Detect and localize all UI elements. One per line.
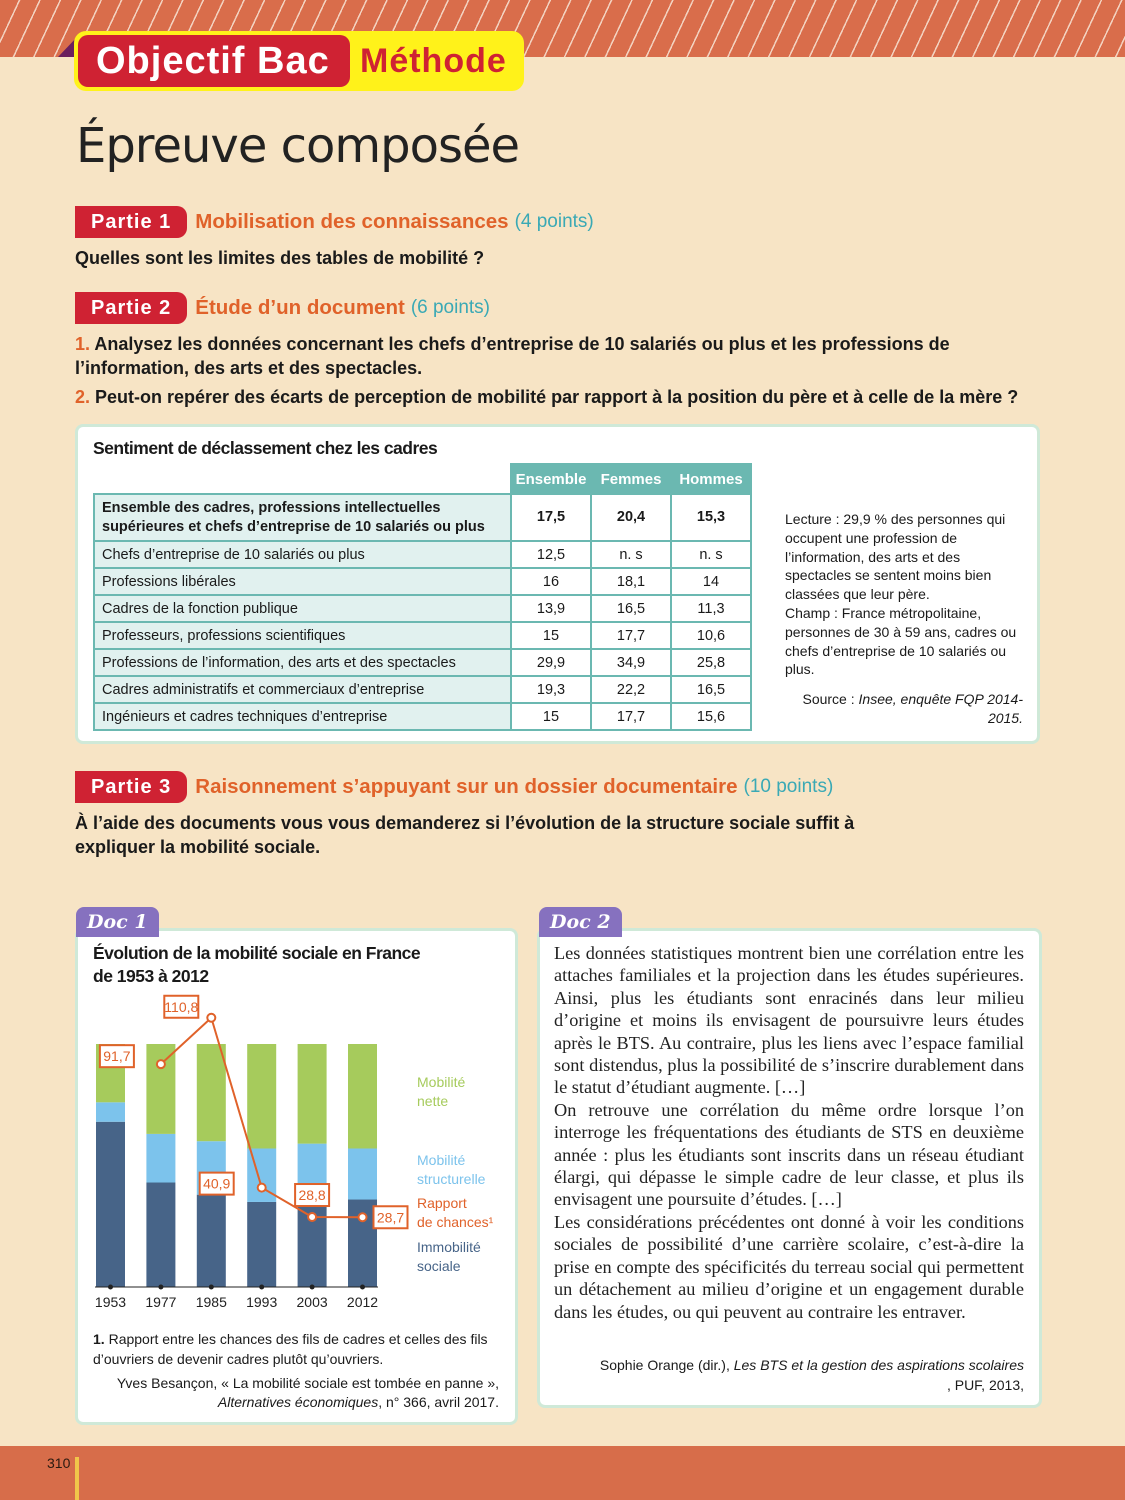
row-label: Ingénieurs et cadres techniques d’entreprise bbox=[94, 703, 511, 730]
partie-title: Raisonnement s’appuyant sur un dossier documentaire bbox=[195, 775, 738, 798]
line-data-label bbox=[100, 1045, 134, 1067]
bar-segment-mobilit-nette bbox=[298, 1044, 327, 1144]
table-source bbox=[785, 690, 1023, 727]
line-data-label bbox=[374, 1206, 408, 1228]
cite-author: Sophie Orange (dir.), bbox=[599, 1357, 734, 1373]
chart-footnote bbox=[93, 1330, 503, 1369]
line-data-label bbox=[295, 1184, 329, 1206]
paragraph: Les données statistiques montrent bien une corrélation entre les attaches familiales et la projection dans les études supérieures. Ainsi, plus les étudiants sont enracinés dans leur milieu d’origine et moins ils envisagent de poursuivre leurs études après le BTS. Au contraire, plus les liens avec l’espace familial sont distendus, plus la possibilité de s’inscrire durablement dans le statut d’étudiant augmente. […] bbox=[554, 943, 1024, 1098]
x-tick-label: 1993 bbox=[246, 1294, 278, 1310]
doc-2-text bbox=[554, 942, 1024, 1323]
cell-value: 19,3 bbox=[511, 676, 591, 703]
bar-segment-mobilit-nette bbox=[247, 1044, 276, 1148]
partie-points: (4 points) bbox=[514, 211, 594, 232]
bar-segment-immobilit-sociale bbox=[247, 1202, 276, 1287]
mobility-chart bbox=[80, 990, 510, 1320]
partie-title: Étude d’un document bbox=[195, 296, 405, 319]
cell-value: 17,7 bbox=[591, 622, 671, 649]
partie-3-heading bbox=[75, 771, 833, 803]
section-label: Méthode bbox=[360, 42, 507, 80]
paragraph: On retrouve une corrélation du même ordre lorsque l’on interroge les fréquentations des étudiants de STS en deuxième année : plus les étudiants sont inscrits dans un réseau étudiant élargi, qui dépasse le simple cadre de leur classe, et plus ils envisagent une poursuite d’études. […] bbox=[554, 1099, 1024, 1210]
row-label: Professeurs, professions scientifiques bbox=[94, 622, 511, 649]
bar-segment-immobilit-sociale bbox=[96, 1122, 125, 1287]
line-point bbox=[359, 1213, 367, 1221]
cite-author: Yves Besançon, « La mobilité sociale est tombée en panne », bbox=[116, 1375, 499, 1391]
partie-tag: Partie 1 bbox=[75, 206, 187, 238]
doc-2-citation bbox=[554, 1356, 1024, 1395]
label-value: 40,9 bbox=[203, 1175, 231, 1192]
table-row bbox=[94, 676, 751, 703]
table-row bbox=[94, 703, 751, 730]
partie-1-heading bbox=[75, 206, 594, 238]
legend-line: sociale bbox=[417, 1258, 461, 1274]
table-row bbox=[94, 595, 751, 622]
column-header: Hommes bbox=[671, 464, 751, 494]
column-header: Femmes bbox=[591, 464, 671, 494]
partie-title: Mobilisation des connaissances bbox=[195, 210, 509, 233]
partie-1-question: Quelles sont les limites des tables de mobilité ? bbox=[75, 248, 485, 268]
row-label: Cadres administratifs et commerciaux d’entreprise bbox=[94, 676, 511, 703]
partie-points: (10 points) bbox=[743, 776, 834, 797]
label-value: 110,8 bbox=[164, 998, 199, 1015]
badge-label: Objectif Bac bbox=[78, 35, 350, 87]
cell-value: 17,7 bbox=[591, 703, 671, 730]
x-tick-label: 2003 bbox=[296, 1294, 328, 1310]
cell-value: 16 bbox=[511, 568, 591, 595]
row-label: Cadres de la fonction publique bbox=[94, 595, 511, 622]
bar-segment-mobilit-nette bbox=[146, 1044, 175, 1134]
paragraph: Les considérations précédentes ont donné à voir les conditions sociales de possibilité d’une carrière scolaire, c’est-à-dire la prise en compte des spécificités du terreau social qui permettent un détachement au milieu d’origine et un engagement durable dans les études, ou qui peuvent au contraire les entraver. bbox=[554, 1211, 1024, 1322]
source-text: Insee, enquête FQP 2014-2015. bbox=[858, 691, 1023, 726]
footnote-number: 1. bbox=[93, 1331, 105, 1347]
legend-line: Rapport bbox=[417, 1195, 467, 1211]
label-value: 91,7 bbox=[103, 1048, 131, 1065]
bar-segment-mobilit-structurelle bbox=[146, 1134, 175, 1183]
legend-line: Immobilité bbox=[417, 1239, 481, 1255]
table-row bbox=[94, 649, 751, 676]
column-header: Ensemble bbox=[511, 464, 591, 494]
legend-line: Mobilité bbox=[417, 1152, 466, 1168]
row-label: Chefs d’entreprise de 10 salariés ou plus bbox=[94, 541, 511, 568]
data-table bbox=[93, 463, 752, 731]
bar-segment-mobilit-structurelle bbox=[348, 1148, 377, 1199]
x-tick-label: 1953 bbox=[94, 1294, 127, 1310]
doc-1-title bbox=[93, 942, 420, 988]
footer-band bbox=[0, 1446, 1125, 1500]
partie-2-question-1 bbox=[75, 332, 1035, 380]
partie-2-heading bbox=[75, 292, 490, 324]
cell-value: 34,9 bbox=[591, 649, 671, 676]
line-point bbox=[308, 1213, 316, 1221]
question-text: Peut-on repérer des écarts de perception de mobilité par rapport à la position du père et à celle de la mère ? bbox=[95, 387, 1019, 407]
cell-value: 15,6 bbox=[671, 703, 751, 730]
x-tick-label: 1985 bbox=[195, 1294, 227, 1310]
line-point bbox=[157, 1060, 165, 1068]
cell-value: n. s bbox=[671, 541, 751, 568]
bar-segment-immobilit-sociale bbox=[146, 1183, 175, 1287]
cell-value: 25,8 bbox=[671, 649, 751, 676]
partie-tag: Partie 3 bbox=[75, 771, 187, 803]
bar-segment-mobilit-nette bbox=[348, 1044, 377, 1148]
bar-segment-mobilit-nette bbox=[197, 1044, 226, 1141]
cell-value: 14 bbox=[671, 568, 751, 595]
cell-value: 15,3 bbox=[671, 494, 751, 541]
partie-3-question: À l’aide des documents vous vous demanderez si l’évolution de la structure sociale suffit à expliquer la mobilité sociale. bbox=[75, 813, 855, 857]
table-title: Sentiment de déclassement chez les cadres bbox=[93, 438, 438, 458]
footnote-text: Rapport entre les chances des fils de cadres et celles des fils d’ouvriers de devenir cadres plutôt qu’ouvriers. bbox=[93, 1331, 488, 1367]
cell-value: 16,5 bbox=[591, 595, 671, 622]
legend-line: de chances¹ bbox=[417, 1214, 494, 1230]
legend-item bbox=[417, 1195, 494, 1230]
legend-item bbox=[417, 1152, 486, 1187]
cite-journal: Alternatives économiques bbox=[217, 1394, 379, 1410]
cell-value: 18,1 bbox=[591, 568, 671, 595]
cell-value: 13,9 bbox=[511, 595, 591, 622]
partie-2-question-2 bbox=[75, 385, 1035, 409]
question-text: Analysez les données concernant les chefs d’entreprise de 10 salariés ou plus et les professions de l’information, des arts et des spectacles. bbox=[75, 334, 950, 378]
x-tick-label: 2012 bbox=[346, 1294, 379, 1310]
cell-value: 20,4 bbox=[591, 494, 671, 541]
legend-item bbox=[417, 1239, 481, 1274]
table-row bbox=[94, 568, 751, 595]
partie-tag: Partie 2 bbox=[75, 292, 187, 324]
line-data-label bbox=[164, 996, 198, 1018]
title-line: Évolution de la mobilité sociale en France bbox=[93, 943, 421, 963]
doc-1-tag: Doc 1 bbox=[76, 907, 159, 937]
cell-value: 17,5 bbox=[511, 494, 591, 541]
cell-value: 16,5 bbox=[671, 676, 751, 703]
row-label: Professions de l’information, des arts et des spectacles bbox=[94, 649, 511, 676]
row-label: Ensemble des cadres, professions intellectuelles supérieures et chefs d’entreprise de 10 salariés ou plus bbox=[94, 494, 511, 541]
cell-value: n. s bbox=[591, 541, 671, 568]
legend-line: nette bbox=[417, 1093, 449, 1109]
cell-value: 15 bbox=[511, 703, 591, 730]
objectif-bac-badge bbox=[74, 31, 524, 91]
row-label: Professions libérales bbox=[94, 568, 511, 595]
doc-2-tag: Doc 2 bbox=[539, 907, 622, 937]
bar-segment-mobilit-structurelle bbox=[96, 1102, 125, 1121]
label-value: 28,7 bbox=[376, 1209, 405, 1226]
x-tick-label: 1977 bbox=[145, 1294, 177, 1310]
page-number: 310 bbox=[47, 1455, 71, 1471]
cell-value: 15 bbox=[511, 622, 591, 649]
line-data-label bbox=[200, 1173, 234, 1195]
question-number: 1. bbox=[75, 334, 91, 354]
legend-line: structurelle bbox=[417, 1171, 486, 1187]
cell-value: 29,9 bbox=[511, 649, 591, 676]
cell-value: 11,3 bbox=[671, 595, 751, 622]
page-number-bar bbox=[75, 1457, 79, 1500]
cell-value: 22,2 bbox=[591, 676, 671, 703]
cell-value: 10,6 bbox=[671, 622, 751, 649]
table-row bbox=[94, 494, 751, 541]
table-lecture-note bbox=[785, 510, 1025, 679]
cite-book: Les BTS et la gestion des aspirations scolaires bbox=[733, 1357, 1024, 1373]
doc-1-citation bbox=[93, 1374, 499, 1412]
partie-points: (6 points) bbox=[410, 297, 491, 318]
legend-line: Mobilité bbox=[417, 1074, 466, 1090]
legend-item bbox=[417, 1074, 465, 1109]
label-value: 28,8 bbox=[298, 1187, 326, 1204]
line-point bbox=[258, 1184, 266, 1192]
line-point bbox=[207, 1014, 215, 1022]
cell-value: 12,5 bbox=[511, 541, 591, 568]
champ-text: Champ : France métropolitaine, personnes de 30 à 59 ans, cadres ou chefs d’entreprise de 10 salariés ou plus. bbox=[785, 604, 1017, 678]
source-prefix: Source : bbox=[802, 691, 859, 707]
bar-segment-immobilit-sociale bbox=[197, 1195, 226, 1287]
table-row bbox=[94, 622, 751, 649]
question-number: 2. bbox=[75, 387, 91, 407]
cite-details: , PUF, 2013, bbox=[946, 1376, 1024, 1393]
cite-details: , n° 366, avril 2017. bbox=[378, 1394, 499, 1410]
lecture-text: Lecture : 29,9 % des personnes qui occupent une profession de l’information, des arts et des spectacles se sentent moins bien classées que leur père. bbox=[785, 511, 1006, 603]
title-line: de 1953 à 2012 bbox=[93, 966, 209, 986]
page-title: Épreuve composée bbox=[76, 118, 520, 174]
table-row bbox=[94, 541, 751, 568]
